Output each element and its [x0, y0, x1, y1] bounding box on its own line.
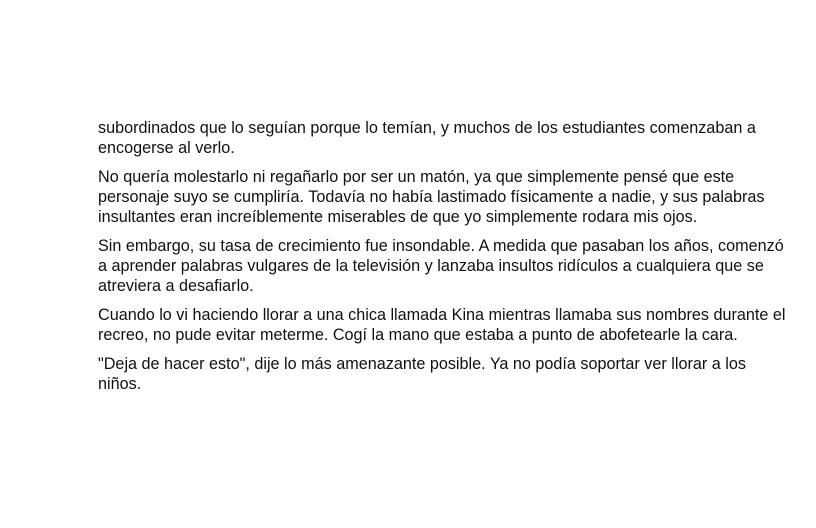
paragraph-3: Sin embargo, su tasa de crecimiento fue insondable. A medida que pasaban los años, comenzó a aprender palabras vulgares de la televisión y lanzaba insultos ridículos a cualquiera que se atreviera a desafiarlo. — [98, 237, 784, 295]
paragraph-5: "Deja de hacer esto", dije lo más amenazante posible. Ya no podía soportar ver llorar a los niños. — [98, 355, 746, 393]
paragraph-1: subordinados que lo seguían porque lo temían, y muchos de los estudiantes comenzaban a encogerse al verlo. — [98, 119, 756, 157]
paragraph-2: No quería molestarlo ni regañarlo por ser un matón, ya que simplemente pensé que este personaje suyo se cumpliría. Todavía no había lastimado físicamente a nadie, y sus palabras insultantes eran increíblemente miserables de que yo simplemente rodara mis ojos. — [98, 168, 765, 226]
paragraph-4: Cuando lo vi haciendo llorar a una chica llamada Kina mientras llamaba sus nombres durante el recreo, no pude evitar meterme. Cogí la mano que estaba a punto de abofetearle la cara. — [98, 306, 786, 344]
document-page — [98, 118, 788, 403]
